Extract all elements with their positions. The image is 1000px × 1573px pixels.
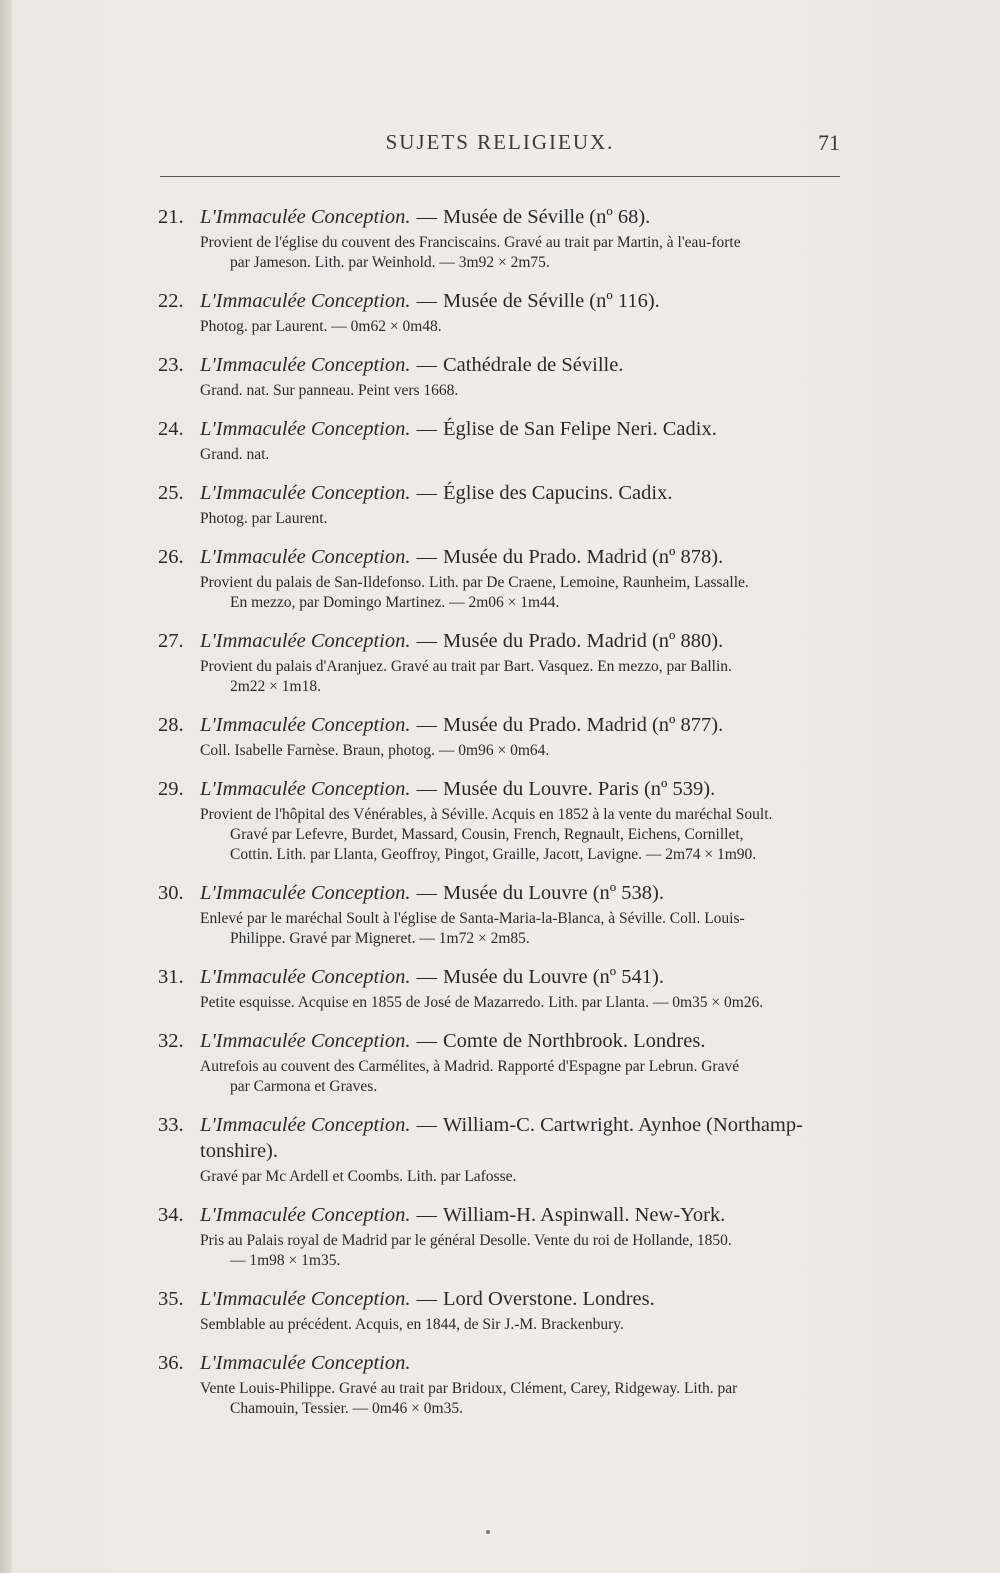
header-rule — [160, 176, 840, 177]
entry-dash: — — [416, 546, 437, 568]
entry-32 — [158, 1028, 844, 1097]
entry-heading — [200, 1112, 844, 1164]
entry-note-line: En mezzo, par Domingo Martinez. — 2m06 × 1m44. — [230, 594, 560, 611]
entry-location: Musée du Prado. Madrid (nº 877). — [442, 714, 724, 736]
entry-heading — [200, 204, 844, 230]
running-head — [160, 130, 840, 170]
entry-heading — [200, 1028, 844, 1054]
page-number: 71 — [818, 130, 840, 155]
entry-dash: — — [416, 418, 437, 440]
entry-title: L'Immaculée Conception. — [200, 1030, 411, 1052]
entry-note-line: Petite esquisse. Acquise en 1855 de José de Mazarredo. Lith. par Llanta. — 0m35 × 0m26. — [200, 994, 764, 1011]
entry-dash: — — [416, 482, 437, 504]
entry-note — [200, 509, 844, 529]
entry-23 — [158, 352, 844, 401]
entry-22 — [158, 288, 844, 337]
entry-number: 27. — [158, 630, 184, 652]
entry-heading — [200, 544, 844, 570]
entry-location: Église des Capucins. Cadix. — [442, 482, 673, 504]
entry-note-line: Provient de l'hôpital des Vénérables, à Séville. Acquis en 1852 à la vente du maréchal Soult. — [200, 806, 773, 823]
entry-title: L'Immaculée Conception. — [200, 1288, 411, 1310]
entry-note-line: Provient du palais d'Aranjuez. Gravé au trait par Bart. Vasquez. En mezzo, par Ballin. — [200, 658, 732, 675]
entry-24 — [158, 416, 844, 465]
entry-number: 26. — [158, 546, 184, 568]
entry-27 — [158, 628, 844, 697]
entry-number: 28. — [158, 714, 184, 736]
entry-title: L'Immaculée Conception. — [200, 966, 411, 988]
entry-number: 24. — [158, 418, 184, 440]
entry-note-line: Photog. par Laurent. — [200, 510, 328, 527]
entry-note — [200, 909, 844, 949]
entry-heading — [200, 628, 844, 654]
entry-note — [200, 381, 844, 401]
entry-title: L'Immaculée Conception. — [200, 418, 411, 440]
entry-title: L'Immaculée Conception. — [200, 1114, 411, 1136]
entry-26 — [158, 544, 844, 613]
entry-title: L'Immaculée Conception. — [200, 482, 411, 504]
entry-note-line: Autrefois au couvent des Carmélites, à Madrid. Rapporté d'Espagne par Lebrun. Gravé — [200, 1058, 740, 1075]
entry-dash: — — [416, 966, 437, 988]
entry-note-line: Grand. nat. — [200, 446, 270, 463]
entry-34 — [158, 1202, 844, 1271]
entry-21 — [158, 204, 844, 273]
paper-speck — [486, 1530, 490, 1534]
entry-note-line: Coll. Isabelle Farnèse. Braun, photog. — 0m96 × 0m64. — [200, 742, 550, 759]
entry-note-line: Gravé par Mc Ardell et Coombs. Lith. par Lafosse. — [200, 1168, 517, 1185]
entry-dash: — — [416, 630, 437, 652]
entry-note — [200, 993, 844, 1013]
entry-note — [200, 317, 844, 337]
entry-heading — [200, 1202, 844, 1228]
entry-35 — [158, 1286, 844, 1335]
entry-29 — [158, 776, 844, 865]
entry-note-line: Gravé par Lefevre, Burdet, Massard, Cousin, French, Regnault, Eichens, Cornillet, — [230, 826, 744, 843]
entry-note — [200, 1057, 844, 1097]
entry-note — [200, 1167, 844, 1187]
entry-33 — [158, 1112, 844, 1187]
entry-note — [200, 233, 844, 273]
entry-note-line: Pris au Palais royal de Madrid par le général Desolle. Vente du roi de Hollande, 1850. — [200, 1232, 732, 1249]
entry-note-line: Provient du palais de San-Ildefonso. Lith. par De Craene, Lemoine, Raunheim, Lassalle. — [200, 574, 749, 591]
entry-location: Musée du Louvre (nº 538). — [442, 882, 664, 904]
entry-note — [200, 741, 844, 761]
entry-dash: — — [416, 882, 437, 904]
entry-note — [200, 573, 844, 613]
entry-location: Comte de Northbrook. Londres. — [442, 1030, 706, 1052]
entry-location: Musée du Louvre. Paris (nº 539). — [442, 778, 716, 800]
entry-note — [200, 1231, 844, 1271]
entry-number: 25. — [158, 482, 184, 504]
entry-note-line: Photog. par Laurent. — 0m62 × 0m48. — [200, 318, 442, 335]
entry-dash: — — [416, 1030, 437, 1052]
entry-title: L'Immaculée Conception. — [200, 290, 411, 312]
entry-note-line: Vente Louis-Philippe. Gravé au trait par Bridoux, Clément, Carey, Ridgeway. Lith. par — [200, 1380, 738, 1397]
entry-note — [200, 805, 844, 865]
entry-location: William-C. Cartwright. Aynhoe (Northamp- — [442, 1114, 803, 1136]
entry-note — [200, 657, 844, 697]
entry-location: Cathédrale de Séville. — [442, 354, 624, 376]
entry-dash: — — [416, 1114, 437, 1136]
entry-note-line: Semblable au précédent. Acquis, en 1844, de Sir J.-M. Brackenbury. — [200, 1316, 624, 1333]
entry-heading — [200, 480, 844, 506]
running-title: SUJETS RELIGIEUX. — [385, 130, 615, 154]
entry-dash: — — [416, 1288, 437, 1310]
entry-note-line: Chamouin, Tessier. — 0m46 × 0m35. — [230, 1400, 463, 1417]
entry-location: Musée de Séville (nº 116). — [442, 290, 660, 312]
entry-note-line: Enlevé par le maréchal Soult à l'église de Santa-Maria-la-Blanca, à Séville. Coll. Louis- — [200, 910, 745, 927]
entry-number: 32. — [158, 1030, 184, 1052]
entry-number: 31. — [158, 966, 184, 988]
entry-dash: — — [416, 1204, 437, 1226]
entry-heading — [200, 352, 844, 378]
entry-number: 35. — [158, 1288, 184, 1310]
entry-heading — [200, 288, 844, 314]
entry-heading — [200, 416, 844, 442]
entry-dash: — — [416, 778, 437, 800]
entry-number: 29. — [158, 778, 184, 800]
entry-dash: — — [416, 354, 437, 376]
entry-note-line: par Jameson. Lith. par Weinhold. — 3m92 × 2m75. — [230, 254, 550, 271]
entry-28 — [158, 712, 844, 761]
entry-title: L'Immaculée Conception. — [200, 778, 411, 800]
entry-heading — [200, 964, 844, 990]
entry-number: 22. — [158, 290, 184, 312]
entry-title: L'Immaculée Conception. — [200, 206, 411, 228]
entry-title: L'Immaculée Conception. — [200, 354, 411, 376]
entry-dash: — — [416, 714, 437, 736]
entry-note-line: Philippe. Gravé par Migneret. — 1m72 × 2m85. — [230, 930, 530, 947]
entry-location: Église de San Felipe Neri. Cadix. — [442, 418, 717, 440]
entry-36 — [158, 1350, 844, 1419]
entry-number: 34. — [158, 1204, 184, 1226]
entry-title: L'Immaculée Conception. — [200, 1352, 411, 1374]
entry-location: Lord Overstone. Londres. — [442, 1288, 655, 1310]
entry-note — [200, 1379, 844, 1419]
entry-location: Musée du Prado. Madrid (nº 880). — [442, 630, 724, 652]
entry-note-line: Cottin. Lith. par Llanta, Geoffroy, Pingot, Graille, Jacott, Lavigne. — 2m74 × 1m90. — [230, 846, 757, 863]
entry-heading — [200, 776, 844, 802]
entry-number: 33. — [158, 1114, 184, 1136]
entry-31 — [158, 964, 844, 1013]
entry-title: L'Immaculée Conception. — [200, 714, 411, 736]
entry-note — [200, 445, 844, 465]
entry-location: Musée du Prado. Madrid (nº 878). — [442, 546, 724, 568]
entry-dash: — — [416, 290, 437, 312]
entry-note-line: Provient de l'église du couvent des Franciscains. Gravé au trait par Martin, à l'eau-forte — [200, 234, 741, 251]
entry-30 — [158, 880, 844, 949]
entry-note — [200, 1315, 844, 1335]
entry-heading — [200, 712, 844, 738]
entry-number: 30. — [158, 882, 184, 904]
page-binding-edge — [0, 0, 12, 1573]
entry-title: L'Immaculée Conception. — [200, 546, 411, 568]
entry-location: Musée de Séville (nº 68). — [442, 206, 651, 228]
entry-title: L'Immaculée Conception. — [200, 630, 411, 652]
entry-number: 36. — [158, 1352, 184, 1374]
entry-heading — [200, 1286, 844, 1312]
entry-heading — [200, 880, 844, 906]
entry-title: L'Immaculée Conception. — [200, 882, 411, 904]
entry-note-line: — 1m98 × 1m35. — [230, 1252, 341, 1269]
entry-note-line: 2m22 × 1m18. — [230, 678, 321, 695]
entry-note-line: Grand. nat. Sur panneau. Peint vers 1668. — [200, 382, 459, 399]
entry-location: William-H. Aspinwall. New-York. — [442, 1204, 726, 1226]
entry-note-line: par Carmona et Graves. — [230, 1078, 378, 1095]
entry-title: L'Immaculée Conception. — [200, 1204, 411, 1226]
entry-location: Musée du Louvre (nº 541). — [442, 966, 664, 988]
entry-25 — [158, 480, 844, 529]
catalogue-entries — [158, 204, 844, 1434]
entry-number: 21. — [158, 206, 184, 228]
entry-location-continued: tonshire). — [200, 1140, 278, 1162]
entry-heading — [200, 1350, 844, 1376]
entry-number: 23. — [158, 354, 184, 376]
entry-dash: — — [416, 206, 437, 228]
